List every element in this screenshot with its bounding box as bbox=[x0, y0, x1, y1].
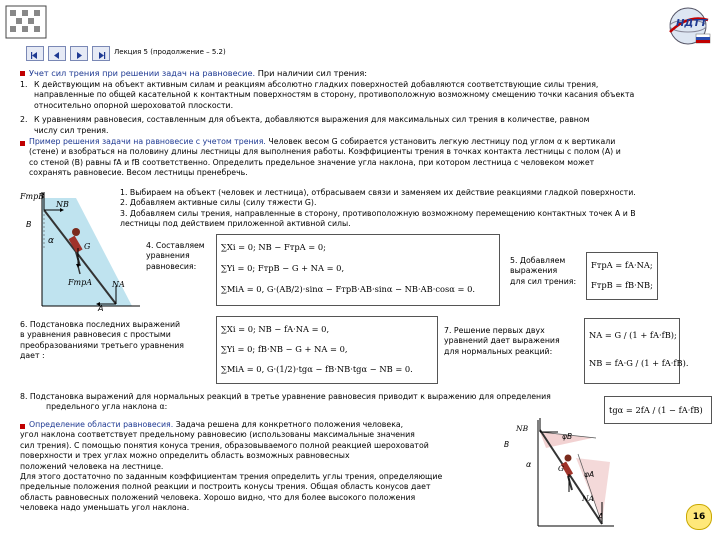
section1-intro: При наличии сил трения: bbox=[257, 68, 368, 78]
step-1: 1. Выбираем на объект (человек и лестница), отбрасываем связи и заменяем их действие реакциями гладкой поверхности. bbox=[120, 188, 636, 197]
bullet-icon bbox=[20, 141, 25, 146]
label-FB: FтрB bbox=[20, 192, 45, 201]
nav-prev-button[interactable] bbox=[48, 46, 66, 61]
step-7: 7. Решение первых двух уравнений дает выражения для нормальных реакций: bbox=[444, 326, 560, 356]
label-A: A bbox=[98, 304, 104, 313]
fig2-label-NA: NA bbox=[582, 494, 594, 503]
list-item-cont: числу сил трения. bbox=[34, 125, 109, 135]
page-number-badge bbox=[686, 504, 712, 530]
grid-logo-icon bbox=[4, 4, 48, 40]
steps-1-3 bbox=[120, 188, 714, 230]
label-alpha: α bbox=[48, 236, 54, 246]
section3-title: Определение области равновесия. bbox=[29, 420, 174, 429]
list-item: 1. К действующим на объект активным силам и реакциям абсолютно гладких поверхностей добавляются соответствующие силы трения, bbox=[20, 80, 599, 89]
fig2-label-B: B bbox=[504, 440, 510, 449]
nav-last-button[interactable] bbox=[92, 46, 110, 61]
ndtt-logo bbox=[664, 4, 716, 48]
label-NB: NB bbox=[56, 200, 69, 209]
list-item-cont: относительно опорной шероховатой плоскости. bbox=[34, 100, 234, 110]
nav-first-button[interactable] bbox=[26, 46, 44, 61]
page-number: 16 bbox=[692, 512, 706, 522]
equation-box-8: tgα = 2fA / (1 − fA·fB) bbox=[604, 396, 712, 424]
section1-list bbox=[20, 80, 710, 136]
step-5: 5. Добавляем выражения для сил трения: bbox=[510, 256, 577, 286]
fig2-label-NB: NB bbox=[516, 424, 529, 433]
fig2-label-phiB: φB bbox=[562, 432, 573, 441]
fig2-label-G: G bbox=[558, 464, 564, 473]
step-8: 8. Подстановка выражений для нормальных реакций в третье уравнение равновесия приводит к выражению для определения предельного угла наклона α: bbox=[20, 392, 551, 412]
step-2: 2. Добавляем активные силы (силу тяжести G). bbox=[120, 198, 317, 208]
step-3-cont: лестницы под действием приложенной активной силы. bbox=[120, 219, 351, 229]
equation-box-4: ∑Xi = 0; NB − FтрA = 0; ∑Yi = 0; FтрB − G + NA = 0, ∑MiA = 0, G·(AB/2)·sinα − FтрB·AB·sinα − NB·AB·cosα = 0. bbox=[216, 234, 500, 306]
label-G: G bbox=[84, 242, 91, 251]
step-6: 6. Подстановка последних выражений в уравнения равновесия с простыми преобразованиями третьего уравнения дает : bbox=[20, 320, 184, 361]
section1-header bbox=[29, 68, 367, 79]
section2-title: Пример решения задачи на равновесие с учетом трения. bbox=[29, 137, 266, 146]
fig2-label-alpha: α bbox=[526, 460, 532, 469]
lecture-title: Лекция 5 (продолжение – 5.2) bbox=[114, 48, 226, 56]
university-logo bbox=[4, 4, 48, 40]
label-NA: NA bbox=[112, 280, 125, 289]
equation-box-5: FтрA = fA·NA; FтрB = fB·NB; bbox=[586, 252, 658, 300]
fig2-label-phiA: φA bbox=[584, 470, 595, 479]
section3-text: Определение области равновесия. Задача решена для конкретного положения человека, угол наклона соответствует предельному равновесию (использованы максимальные значения сил трения). С помощью понятия конуса трения, образовываемого полной реакцией шероховатой поверхности и трех углах можно определить область возможных равновесных положений человека на лестнице. Для этого достаточно по заданным коэффициентам трения определить углы трения, определяющие предельные положения полной реакции и построить конусы трения. Общая область конусов дает область равновесных положений человека. Хорошо видно, что для более высокого положения человека надо уменьшать угол наклона. bbox=[20, 420, 443, 513]
step-3: 3. Добавляем силы трения, направленные в сторону, противоположную возможному перемещению контактных точек A и B bbox=[120, 208, 636, 218]
nav-next-button[interactable] bbox=[70, 46, 88, 61]
list-item: 2. К уравнениям равновесия, составленным для объекта, добавляются выражения для максимальных сил трения в количестве, равном bbox=[20, 115, 590, 125]
logo-text: НДТТ bbox=[676, 18, 707, 29]
list-item-cont: направленные по общей касательной к контактным поверхностям в сторону, противоположную возможному смещению точки касания объекта bbox=[34, 90, 635, 100]
bullet-icon bbox=[20, 71, 25, 76]
section1-title: Учет сил трения при решении задач на равновесие. bbox=[29, 68, 256, 78]
step-4: 4. Составляем уравнения равновесия: bbox=[146, 241, 205, 271]
equation-box-7: NA = G / (1 + fA·fB); NB = fA·G / (1 + fA·fB). bbox=[584, 318, 680, 384]
label-B: B bbox=[26, 220, 32, 229]
label-FA: FтрA bbox=[68, 278, 93, 287]
section2-text: Пример решения задачи на равновесие с учетом трения. Человек весом G собирается установить легкую лестницу под углом α к вертикали (стене) и взобраться на половину длины лестницы для выполнения работы. Коэффициенты трения в точках контакта лестницы с полом (A) и со стеной (B) равны fA и fB соответственно. Определить предельное значение угла наклона, при котором лестница с человеком может сохранять равновесие. Весом лестницы пренебречь. bbox=[29, 137, 621, 178]
fig2-label-A: A bbox=[598, 512, 604, 521]
equation-box-6: ∑Xi = 0; NB − fA·NA = 0, ∑Yi = 0; fB·NB − G + NA = 0, ∑MiA = 0, G·(1/2)·tgα − fB·NB·tgα − NB = 0. bbox=[216, 316, 438, 384]
